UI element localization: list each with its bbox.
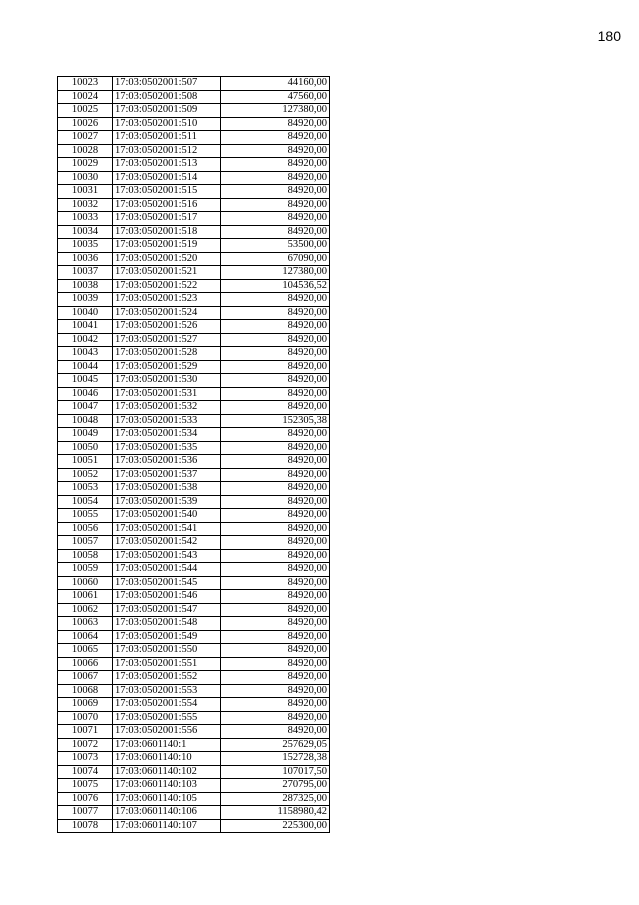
row-number-cell: 10074 [58, 765, 113, 779]
table-row [58, 765, 330, 779]
cadastral-number-cell: 17:03:0502001:554 [113, 698, 221, 712]
table-row [58, 441, 330, 455]
cadastral-number-cell: 17:03:0502001:545 [113, 576, 221, 590]
cadastral-number-cell: 17:03:0502001:555 [113, 711, 221, 725]
table-row [58, 212, 330, 226]
table-row [58, 117, 330, 131]
cadastral-value-cell: 84920,00 [221, 536, 330, 550]
row-number-cell: 10053 [58, 482, 113, 496]
cadastral-number-cell: 17:03:0601140:1 [113, 738, 221, 752]
table-row [58, 549, 330, 563]
cadastral-value-cell: 84920,00 [221, 509, 330, 523]
table-row [58, 131, 330, 145]
table-row [58, 320, 330, 334]
cadastral-value-cell: 84920,00 [221, 428, 330, 442]
table-row [58, 684, 330, 698]
cadastral-number-cell: 17:03:0502001:548 [113, 617, 221, 631]
table-row [58, 171, 330, 185]
table-row [58, 819, 330, 833]
cadastral-value-cell: 84920,00 [221, 468, 330, 482]
table-row [58, 144, 330, 158]
table-row [58, 185, 330, 199]
cadastral-value-cell: 270795,00 [221, 779, 330, 793]
cadastral-value-cell: 257629,05 [221, 738, 330, 752]
cadastral-number-cell: 17:03:0502001:527 [113, 333, 221, 347]
cadastral-number-cell: 17:03:0502001:538 [113, 482, 221, 496]
row-number-cell: 10066 [58, 657, 113, 671]
table-row [58, 360, 330, 374]
cadastral-number-cell: 17:03:0502001:535 [113, 441, 221, 455]
cadastral-value-cell: 84920,00 [221, 158, 330, 172]
cadastral-value-cell: 84920,00 [221, 590, 330, 604]
cadastral-value-cell: 84920,00 [221, 441, 330, 455]
cadastral-number-cell: 17:03:0502001:532 [113, 401, 221, 415]
cadastral-value-cell: 84920,00 [221, 360, 330, 374]
cadastral-number-cell: 17:03:0502001:522 [113, 279, 221, 293]
row-number-cell: 10030 [58, 171, 113, 185]
table-row [58, 468, 330, 482]
table-row [58, 536, 330, 550]
cadastral-number-cell: 17:03:0502001:546 [113, 590, 221, 604]
table-row [58, 563, 330, 577]
row-number-cell: 10054 [58, 495, 113, 509]
table-row [58, 279, 330, 293]
cadastral-value-cell: 84920,00 [221, 698, 330, 712]
table-row [58, 293, 330, 307]
cadastral-number-cell: 17:03:0502001:552 [113, 671, 221, 685]
table-row [58, 306, 330, 320]
table-row [58, 387, 330, 401]
table-row [58, 158, 330, 172]
cadastral-value-cell: 84920,00 [221, 482, 330, 496]
row-number-cell: 10075 [58, 779, 113, 793]
cadastral-number-cell: 17:03:0502001:517 [113, 212, 221, 226]
cadastral-number-cell: 17:03:0502001:542 [113, 536, 221, 550]
table-row [58, 792, 330, 806]
cadastral-value-cell: 84920,00 [221, 725, 330, 739]
row-number-cell: 10078 [58, 819, 113, 833]
table-row [58, 198, 330, 212]
cadastral-value-cell: 84920,00 [221, 495, 330, 509]
table-row [58, 428, 330, 442]
cadastral-value-cell: 84920,00 [221, 455, 330, 469]
row-number-cell: 10043 [58, 347, 113, 361]
cadastral-number-cell: 17:03:0601140:105 [113, 792, 221, 806]
row-number-cell: 10072 [58, 738, 113, 752]
cadastral-value-cell: 127380,00 [221, 266, 330, 280]
cadastral-number-cell: 17:03:0502001:512 [113, 144, 221, 158]
row-number-cell: 10032 [58, 198, 113, 212]
cadastral-value-cell: 84920,00 [221, 198, 330, 212]
row-number-cell: 10062 [58, 603, 113, 617]
cadastral-value-cell: 84920,00 [221, 293, 330, 307]
table-row [58, 657, 330, 671]
row-number-cell: 10036 [58, 252, 113, 266]
table-row [58, 576, 330, 590]
cadastral-number-cell: 17:03:0601140:103 [113, 779, 221, 793]
row-number-cell: 10028 [58, 144, 113, 158]
cadastral-number-cell: 17:03:0502001:508 [113, 90, 221, 104]
table-row [58, 401, 330, 415]
row-number-cell: 10027 [58, 131, 113, 145]
row-number-cell: 10071 [58, 725, 113, 739]
cadastral-number-cell: 17:03:0502001:547 [113, 603, 221, 617]
cadastral-number-cell: 17:03:0502001:519 [113, 239, 221, 253]
table-row [58, 779, 330, 793]
row-number-cell: 10069 [58, 698, 113, 712]
cadastral-number-cell: 17:03:0502001:526 [113, 320, 221, 334]
cadastral-value-cell: 67090,00 [221, 252, 330, 266]
cadastral-value-cell: 84920,00 [221, 387, 330, 401]
cadastral-number-cell: 17:03:0502001:507 [113, 77, 221, 91]
row-number-cell: 10044 [58, 360, 113, 374]
table-row [58, 617, 330, 631]
cadastral-value-cell: 84920,00 [221, 630, 330, 644]
cadastral-number-cell: 17:03:0502001:556 [113, 725, 221, 739]
cadastral-number-cell: 17:03:0502001:540 [113, 509, 221, 523]
row-number-cell: 10035 [58, 239, 113, 253]
cadastral-value-cell: 84920,00 [221, 212, 330, 226]
cadastral-number-cell: 17:03:0502001:537 [113, 468, 221, 482]
table-row [58, 603, 330, 617]
cadastral-number-cell: 17:03:0601140:107 [113, 819, 221, 833]
table-row [58, 90, 330, 104]
row-number-cell: 10050 [58, 441, 113, 455]
cadastral-number-cell: 17:03:0601140:106 [113, 806, 221, 820]
cadastral-number-cell: 17:03:0502001:514 [113, 171, 221, 185]
row-number-cell: 10029 [58, 158, 113, 172]
cadastral-value-cell: 84920,00 [221, 522, 330, 536]
row-number-cell: 10076 [58, 792, 113, 806]
cadastral-number-cell: 17:03:0502001:523 [113, 293, 221, 307]
cadastral-value-cell: 53500,00 [221, 239, 330, 253]
table-row [58, 482, 330, 496]
table-row [58, 522, 330, 536]
table-row [58, 495, 330, 509]
table-row [58, 333, 330, 347]
cadastral-number-cell: 17:03:0502001:541 [113, 522, 221, 536]
cadastral-number-cell: 17:03:0502001:529 [113, 360, 221, 374]
table-row [58, 414, 330, 428]
cadastral-value-cell: 84920,00 [221, 644, 330, 658]
row-number-cell: 10055 [58, 509, 113, 523]
cadastral-number-cell: 17:03:0502001:543 [113, 549, 221, 563]
cadastral-value-cell: 84920,00 [221, 144, 330, 158]
row-number-cell: 10061 [58, 590, 113, 604]
cadastral-value-cell: 84920,00 [221, 563, 330, 577]
cadastral-number-cell: 17:03:0502001:553 [113, 684, 221, 698]
cadastral-number-cell: 17:03:0601140:10 [113, 752, 221, 766]
cadastral-value-cell: 84920,00 [221, 671, 330, 685]
table-row [58, 252, 330, 266]
cadastral-value-cell: 44160,00 [221, 77, 330, 91]
cadastral-number-cell: 17:03:0502001:510 [113, 117, 221, 131]
row-number-cell: 10077 [58, 806, 113, 820]
row-number-cell: 10033 [58, 212, 113, 226]
cadastral-number-cell: 17:03:0502001:528 [113, 347, 221, 361]
cadastral-value-cell: 84920,00 [221, 684, 330, 698]
row-number-cell: 10059 [58, 563, 113, 577]
table-row [58, 590, 330, 604]
cadastral-number-cell: 17:03:0502001:521 [113, 266, 221, 280]
row-number-cell: 10042 [58, 333, 113, 347]
cadastral-number-cell: 17:03:0502001:530 [113, 374, 221, 388]
row-number-cell: 10047 [58, 401, 113, 415]
cadastral-value-cell: 84920,00 [221, 225, 330, 239]
table-row [58, 806, 330, 820]
table-row [58, 77, 330, 91]
row-number-cell: 10051 [58, 455, 113, 469]
table-row [58, 671, 330, 685]
cadastral-number-cell: 17:03:0502001:531 [113, 387, 221, 401]
cadastral-value-cell: 1158980,42 [221, 806, 330, 820]
cadastral-number-cell: 17:03:0502001:534 [113, 428, 221, 442]
cadastral-value-cell: 84920,00 [221, 617, 330, 631]
row-number-cell: 10063 [58, 617, 113, 631]
table-row [58, 644, 330, 658]
cadastral-number-cell: 17:03:0601140:102 [113, 765, 221, 779]
row-number-cell: 10064 [58, 630, 113, 644]
row-number-cell: 10070 [58, 711, 113, 725]
table-row [58, 374, 330, 388]
cadastral-value-cell: 127380,00 [221, 104, 330, 118]
cadastral-value-cell: 84920,00 [221, 185, 330, 199]
cadastral-value-cell: 225300,00 [221, 819, 330, 833]
table-row [58, 455, 330, 469]
cadastral-value-cell: 287325,00 [221, 792, 330, 806]
cadastral-value-table [57, 76, 330, 833]
table-row [58, 630, 330, 644]
table-row [58, 738, 330, 752]
table-row [58, 698, 330, 712]
cadastral-value-cell: 84920,00 [221, 603, 330, 617]
cadastral-value-cell: 84920,00 [221, 320, 330, 334]
table-row [58, 752, 330, 766]
row-number-cell: 10023 [58, 77, 113, 91]
page-number: 180 [597, 28, 621, 44]
cadastral-number-cell: 17:03:0502001:549 [113, 630, 221, 644]
row-number-cell: 10048 [58, 414, 113, 428]
cadastral-value-cell: 84920,00 [221, 347, 330, 361]
cadastral-number-cell: 17:03:0502001:515 [113, 185, 221, 199]
cadastral-value-cell: 84920,00 [221, 657, 330, 671]
cadastral-number-cell: 17:03:0502001:536 [113, 455, 221, 469]
row-number-cell: 10068 [58, 684, 113, 698]
table-row [58, 104, 330, 118]
row-number-cell: 10065 [58, 644, 113, 658]
table-row [58, 225, 330, 239]
row-number-cell: 10045 [58, 374, 113, 388]
cadastral-number-cell: 17:03:0502001:544 [113, 563, 221, 577]
cadastral-value-cell: 84920,00 [221, 131, 330, 145]
table-row [58, 711, 330, 725]
cadastral-number-cell: 17:03:0502001:551 [113, 657, 221, 671]
cadastral-value-cell: 84920,00 [221, 401, 330, 415]
table-row [58, 266, 330, 280]
cadastral-value-cell: 152728,38 [221, 752, 330, 766]
row-number-cell: 10038 [58, 279, 113, 293]
cadastral-number-cell: 17:03:0502001:533 [113, 414, 221, 428]
cadastral-number-cell: 17:03:0502001:511 [113, 131, 221, 145]
cadastral-number-cell: 17:03:0502001:550 [113, 644, 221, 658]
cadastral-number-cell: 17:03:0502001:520 [113, 252, 221, 266]
row-number-cell: 10049 [58, 428, 113, 442]
row-number-cell: 10041 [58, 320, 113, 334]
cadastral-value-cell: 104536,52 [221, 279, 330, 293]
row-number-cell: 10040 [58, 306, 113, 320]
table-row [58, 347, 330, 361]
cadastral-number-cell: 17:03:0502001:524 [113, 306, 221, 320]
cadastral-value-cell: 84920,00 [221, 333, 330, 347]
row-number-cell: 10058 [58, 549, 113, 563]
table-row [58, 725, 330, 739]
cadastral-number-cell: 17:03:0502001:518 [113, 225, 221, 239]
row-number-cell: 10025 [58, 104, 113, 118]
row-number-cell: 10060 [58, 576, 113, 590]
cadastral-value-cell: 47560,00 [221, 90, 330, 104]
row-number-cell: 10031 [58, 185, 113, 199]
table-row [58, 239, 330, 253]
row-number-cell: 10052 [58, 468, 113, 482]
cadastral-value-cell: 84920,00 [221, 374, 330, 388]
cadastral-value-cell: 107017,50 [221, 765, 330, 779]
cadastral-value-cell: 152305,38 [221, 414, 330, 428]
cadastral-number-cell: 17:03:0502001:516 [113, 198, 221, 212]
row-number-cell: 10026 [58, 117, 113, 131]
cadastral-value-cell: 84920,00 [221, 576, 330, 590]
table-body [58, 77, 330, 833]
table-row [58, 509, 330, 523]
cadastral-value-cell: 84920,00 [221, 549, 330, 563]
cadastral-value-cell: 84920,00 [221, 171, 330, 185]
row-number-cell: 10024 [58, 90, 113, 104]
row-number-cell: 10037 [58, 266, 113, 280]
row-number-cell: 10039 [58, 293, 113, 307]
row-number-cell: 10067 [58, 671, 113, 685]
cadastral-number-cell: 17:03:0502001:539 [113, 495, 221, 509]
row-number-cell: 10056 [58, 522, 113, 536]
cadastral-number-cell: 17:03:0502001:509 [113, 104, 221, 118]
row-number-cell: 10073 [58, 752, 113, 766]
row-number-cell: 10057 [58, 536, 113, 550]
cadastral-value-cell: 84920,00 [221, 306, 330, 320]
cadastral-value-cell: 84920,00 [221, 711, 330, 725]
cadastral-value-cell: 84920,00 [221, 117, 330, 131]
row-number-cell: 10034 [58, 225, 113, 239]
row-number-cell: 10046 [58, 387, 113, 401]
cadastral-number-cell: 17:03:0502001:513 [113, 158, 221, 172]
